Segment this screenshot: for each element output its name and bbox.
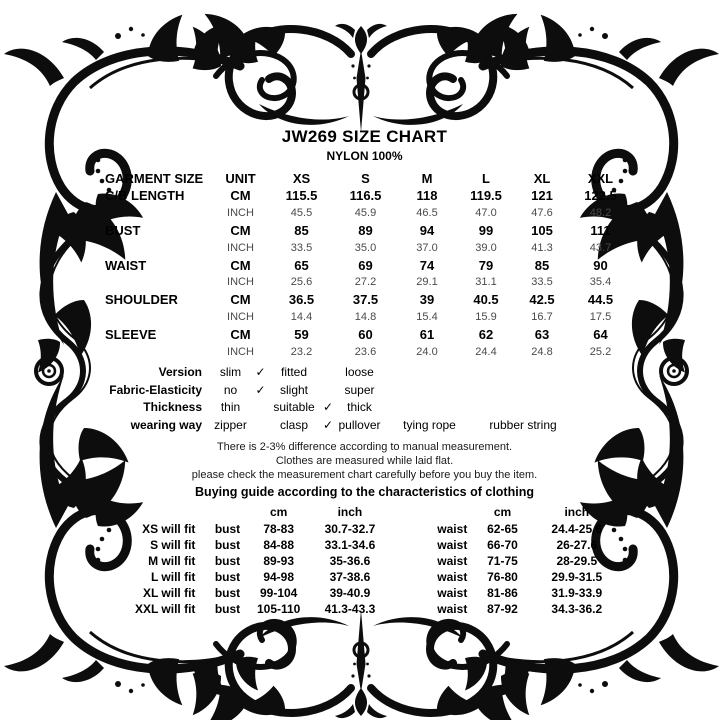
table-cell: 24.0 (416, 345, 438, 358)
note-line: There is 2-3% difference according to manual measurement. (216, 441, 513, 454)
table-cell: 48.2 (589, 207, 612, 220)
waist-inch-row (97, 274, 632, 291)
table-cell: pullover (338, 417, 381, 432)
size-table (97, 170, 632, 360)
table-cell: 105-110 (256, 602, 301, 617)
wearing-way-row (97, 416, 569, 434)
buying-guide-header-row (97, 504, 625, 520)
table-cell: no (223, 382, 238, 397)
table-cell: 16.7 (531, 311, 553, 324)
table-cell: INCH (227, 241, 254, 254)
table-cell (428, 504, 476, 520)
table-cell: XL will fit (142, 586, 196, 601)
table-cell: slight (279, 382, 308, 397)
table-cell: 81-86 (487, 586, 518, 601)
table-cell: 69 (358, 257, 373, 273)
table-cell: 121 (531, 188, 553, 204)
table-cell: bust (214, 537, 241, 552)
table-cell: 76-80 (487, 570, 518, 585)
table-cell: INCH (227, 345, 254, 358)
table-cell: 44.5 (587, 292, 614, 308)
table-cell: 15.4 (416, 311, 438, 324)
table-cell: ✓ (322, 400, 334, 415)
table-cell (319, 381, 337, 399)
table-cell (205, 504, 249, 520)
buying-guide-table (97, 504, 625, 617)
table-cell: M (421, 171, 433, 187)
table-cell: 87-92 (487, 602, 518, 617)
table-cell: 111 (590, 223, 611, 239)
table-cell: 85 (294, 223, 309, 239)
table-cell: 17.5 (589, 311, 612, 324)
table-cell: SHOULDER (105, 292, 178, 308)
table-cell: 39-40.9 (329, 586, 371, 601)
table-cell: waist (437, 586, 468, 601)
bust-cm-row (97, 222, 632, 239)
table-cell: 122.5 (584, 188, 617, 204)
table-cell: rubber string (489, 417, 557, 432)
table-cell (477, 363, 569, 381)
shoulder-inch-row (97, 308, 632, 325)
table-cell: 33.1-34.6 (324, 537, 376, 552)
table-cell: M will fit (148, 553, 196, 568)
table-cell: ✓ (322, 417, 334, 432)
page-title: JW269 SIZE CHART (281, 127, 448, 146)
table-cell: 24.8 (531, 345, 553, 358)
table-cell: tying rope (403, 417, 456, 432)
table-cell: ✓ (255, 365, 266, 380)
fabric-elasticity-row (97, 381, 569, 399)
shoulder-cm-row (97, 291, 632, 308)
table-cell: 35-36.6 (329, 553, 371, 568)
table-cell (319, 363, 337, 381)
table-cell: bust (214, 521, 241, 536)
table-cell: 25.6 (290, 276, 313, 289)
table-cell: 71-75 (487, 553, 518, 568)
table-cell: bust (214, 602, 241, 617)
table-cell (392, 553, 428, 569)
table-cell: 79 (478, 257, 494, 273)
bottom-center-flourish-icon (175, 610, 548, 720)
table-cell (97, 308, 212, 325)
table-cell: 66-70 (487, 537, 518, 552)
table-cell: 37.5 (352, 292, 379, 308)
table-cell: 29.1 (416, 276, 438, 289)
table-cell: 115.5 (285, 188, 318, 204)
table-cell: 34.3-36.2 (551, 602, 603, 617)
table-cell: bust (214, 570, 241, 585)
table-cell (97, 205, 212, 222)
table-cell: L (482, 171, 490, 187)
table-cell: 14.4 (290, 311, 313, 324)
table-cell (97, 274, 212, 291)
l-fit-row (97, 569, 625, 585)
table-cell: 41.3 (531, 241, 553, 254)
table-cell: S will fit (150, 537, 196, 552)
table-cell: wearing way (130, 417, 202, 432)
note-line: Clothes are measured while laid flat. (275, 455, 454, 468)
table-cell: Thickness (143, 400, 202, 415)
table-cell: 35.0 (354, 241, 377, 254)
table-cell: XL (533, 171, 551, 187)
table-cell: ✓ (255, 382, 266, 397)
table-cell: 78-83 (263, 521, 295, 536)
fabric-subtitle: NYLON 100% (326, 149, 403, 163)
table-cell (392, 569, 428, 585)
table-cell: GARMENT SIZE (105, 171, 204, 187)
table-cell: 33.5 (531, 276, 553, 289)
table-cell (97, 239, 212, 256)
table-cell: Fabric-Elasticity (109, 382, 202, 397)
table-cell: 24.4 (475, 345, 497, 358)
table-cell: UNIT (225, 171, 256, 187)
table-cell: CM (230, 257, 251, 273)
table-cell: 27.2 (354, 276, 377, 289)
table-cell: 99-104 (259, 586, 298, 601)
table-cell: 74 (419, 257, 435, 273)
table-cell: 99 (478, 223, 494, 239)
table-cell (392, 504, 428, 520)
table-cell: loose (345, 365, 374, 380)
attributes-table (97, 363, 569, 433)
table-cell (392, 585, 428, 601)
table-cell: INCH (227, 311, 254, 324)
table-cell: 94 (419, 223, 435, 239)
table-cell: inch (337, 505, 363, 520)
table-cell: XXL will fit (134, 602, 196, 617)
table-cell: 39.0 (475, 241, 497, 254)
table-cell: fitted (280, 365, 307, 380)
table-cell: 61 (419, 326, 435, 342)
sleeve-inch-row (97, 343, 632, 360)
table-cell: INCH (227, 207, 254, 220)
table-cell: 47.0 (475, 207, 497, 220)
table-cell: 35.4 (589, 276, 612, 289)
table-cell: 45.5 (290, 207, 313, 220)
table-cell: inch (564, 505, 590, 520)
table-cell: suitable (273, 400, 315, 415)
bust-inch-row (97, 239, 632, 256)
table-cell: 89 (358, 223, 373, 239)
sleeve-cm-row (97, 326, 632, 343)
table-cell (382, 363, 477, 381)
table-cell: thick (347, 400, 372, 415)
table-cell (97, 504, 205, 520)
table-cell: 31.1 (475, 276, 497, 289)
table-cell: 89-93 (263, 553, 295, 568)
table-cell: bust (214, 553, 241, 568)
table-cell: CM (230, 188, 251, 204)
xxl-fit-row (97, 601, 625, 617)
table-cell: CM (230, 223, 251, 239)
table-cell: L will fit (150, 570, 196, 585)
table-cell: waist (437, 537, 468, 552)
table-cell: 60 (358, 326, 373, 342)
table-cell: waist (437, 521, 468, 536)
table-cell: clasp (279, 417, 308, 432)
table-cell: 15.9 (475, 311, 497, 324)
buying-guide-heading: Buying guide according to the characteristics of clothing (195, 485, 534, 500)
table-cell: 23.6 (354, 345, 377, 358)
table-cell: waist (437, 602, 468, 617)
table-cell: 31.9-33.9 (551, 586, 603, 601)
table-cell: slim (219, 365, 242, 380)
table-cell: 39 (419, 292, 435, 308)
table-cell: 85 (534, 257, 550, 273)
table-cell: 23.2 (290, 345, 313, 358)
cb-length-cm-row (97, 187, 632, 204)
table-cell: 25.2 (589, 345, 612, 358)
table-cell (97, 343, 212, 360)
table-cell (382, 381, 477, 399)
table-cell: cm (493, 505, 512, 520)
table-cell: 37-38.6 (329, 570, 371, 585)
table-cell: 33.5 (290, 241, 313, 254)
xs-fit-row (97, 520, 625, 536)
m-fit-row (97, 553, 625, 569)
table-cell: INCH (227, 276, 254, 289)
table-cell (382, 398, 477, 416)
version-row (97, 363, 569, 381)
table-cell: 46.5 (416, 207, 438, 220)
table-cell: 45.9 (354, 207, 377, 220)
table-cell (392, 601, 428, 617)
table-cell (477, 398, 569, 416)
table-cell: 65 (294, 257, 309, 273)
table-cell: zipper (214, 417, 247, 432)
top-center-flourish-icon (175, 13, 548, 132)
table-cell: CM (230, 326, 251, 342)
table-cell: XXL (587, 171, 614, 187)
table-cell: 118 (416, 188, 438, 204)
table-cell (252, 416, 269, 434)
xl-fit-row (97, 585, 625, 601)
table-cell: 42.5 (529, 292, 555, 308)
cb-length-inch-row (97, 205, 632, 222)
thickness-row (97, 398, 569, 416)
table-cell: 37.0 (416, 241, 438, 254)
table-cell: WAIST (105, 257, 147, 273)
table-cell: 105 (531, 223, 553, 239)
table-cell (477, 381, 569, 399)
table-cell: waist (437, 553, 468, 568)
table-cell: XS will fit (142, 521, 196, 536)
table-cell: 119.5 (470, 188, 502, 204)
measurement-notes (97, 440, 632, 500)
table-cell: XS (292, 171, 311, 187)
waist-cm-row (97, 256, 632, 273)
table-cell: bust (214, 586, 241, 601)
table-cell: thin (220, 400, 241, 415)
note-line: please check the measurement chart carefully before you buy the item. (191, 469, 538, 482)
table-cell: 24.4-25.6 (551, 521, 603, 536)
table-cell: S (361, 171, 370, 187)
table-cell: 62 (478, 326, 494, 342)
table-cell: 63 (534, 326, 550, 342)
table-cell (252, 398, 269, 416)
table-cell: 28-29.5 (556, 553, 598, 568)
table-cell: 29.9-31.5 (551, 570, 603, 585)
table-cell: 43.7 (589, 241, 612, 254)
table-cell: 40.5 (473, 292, 499, 308)
table-cell: cm (270, 505, 288, 520)
s-fit-row (97, 537, 625, 553)
table-cell: 94-98 (263, 570, 295, 585)
table-cell: super (344, 382, 375, 397)
table-cell: Version (158, 365, 202, 380)
table-cell: SLEEVE (105, 326, 157, 342)
size-table-header-row (97, 170, 632, 187)
table-cell: 47.6 (531, 207, 553, 220)
table-cell: 26-27.6 (556, 537, 598, 552)
table-cell: 84-88 (263, 537, 295, 552)
table-cell: CM (230, 292, 251, 308)
table-cell: 41.3-43.3 (324, 602, 376, 617)
chart-content (97, 127, 632, 618)
table-cell: waist (437, 570, 468, 585)
table-cell: 90 (593, 257, 608, 273)
table-cell: BUST (105, 223, 141, 239)
table-cell: 62-65 (487, 521, 518, 536)
table-cell: 59 (294, 326, 309, 342)
table-cell: 64 (593, 326, 608, 342)
table-cell (392, 537, 428, 553)
table-cell: C/B LENGTH (105, 188, 185, 204)
table-cell: 36.5 (288, 292, 315, 308)
table-cell: 30.7-32.7 (324, 521, 376, 536)
table-cell: 14.8 (354, 311, 377, 324)
table-cell (392, 520, 428, 536)
table-cell: 116.5 (349, 188, 382, 204)
